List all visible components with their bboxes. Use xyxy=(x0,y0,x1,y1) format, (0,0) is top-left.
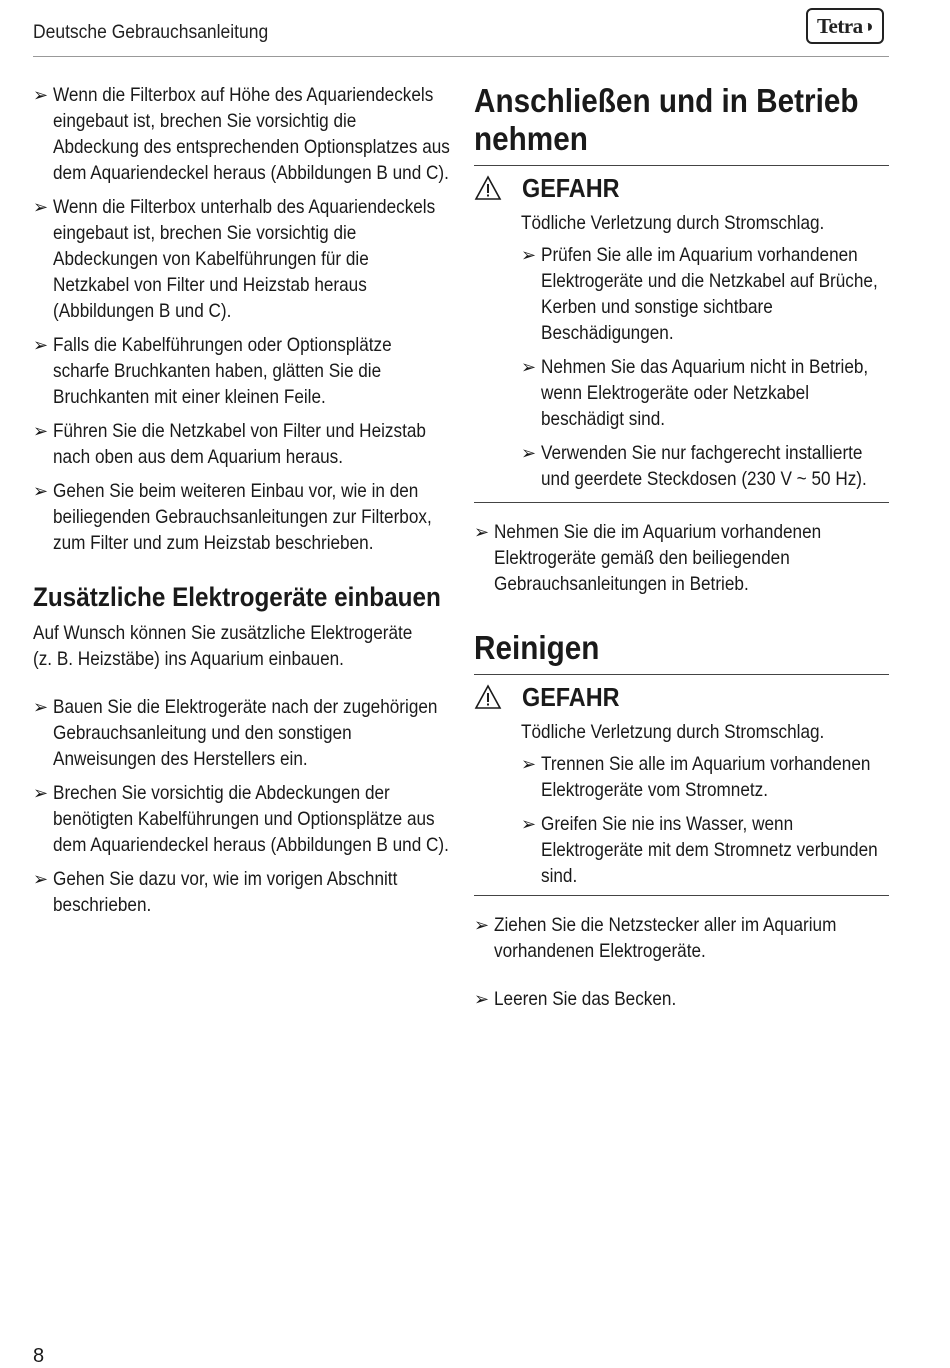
section-divider xyxy=(474,165,889,166)
list-item: ➢ Gehen Sie dazu vor, wie im vorigen Abschnitt beschrieben. xyxy=(33,868,398,916)
list-item: ➢ Ziehen Sie die Netzstecker aller im Aquarium vorhandenen Elektrogeräte. xyxy=(474,914,837,962)
arrowhead-bullet-icon: ➢ xyxy=(33,85,49,105)
danger-bottom-divider xyxy=(474,895,889,896)
list-item: ➢ Wenn die Filterbox auf Höhe des Aquariendeckels eingebaut ist, brechen Sie vorsichtig die Abdeckung des entsprechenden Optionsplatzes aus dem Aquariendeckel heraus (Abbildungen B und C). xyxy=(33,84,450,184)
arrowhead-bullet-icon: ➢ xyxy=(521,357,537,377)
arrowhead-bullet-icon: ➢ xyxy=(521,814,537,834)
list-item: ➢ Wenn die Filterbox unterhalb des Aquariendeckels eingebaut ist, brechen Sie vorsichtig die Abdeckungen von Kabelführungen für die Netzkabel von Filter und Heizstab heraus (Abbildungen B und C). xyxy=(33,196,436,322)
danger-text: Tödliche Verletzung durch Stromschlag. xyxy=(521,721,825,743)
arrowhead-bullet-icon: ➢ xyxy=(33,783,49,803)
list-item: ➢ Nehmen Sie die im Aquarium vorhandenen Elektrogeräte gemäß den beiliegenden Gebrauchsanleitungen in Betrieb. xyxy=(474,521,822,595)
list-item: ➢ Leeren Sie das Becken. xyxy=(474,988,677,1010)
arrowhead-bullet-icon: ➢ xyxy=(474,522,490,542)
arrowhead-bullet-icon: ➢ xyxy=(33,481,49,501)
danger-body xyxy=(474,210,889,492)
danger-header xyxy=(474,170,889,206)
arrowhead-bullet-icon: ➢ xyxy=(474,915,490,935)
danger-label: GEFAHR xyxy=(522,681,620,712)
danger-header xyxy=(474,679,889,715)
list-item: ➢ Greifen Sie nie ins Wasser, wenn Elektrogeräte mit dem Stromnetz verbunden sind. xyxy=(521,813,878,887)
arrowhead-bullet-icon: ➢ xyxy=(521,245,537,265)
arrowhead-bullet-icon: ➢ xyxy=(33,197,49,217)
document-header-title: Deutsche Gebrauchsanleitung xyxy=(33,22,269,43)
page-number: 8 xyxy=(33,1345,45,1367)
danger-body xyxy=(474,719,889,889)
arrowhead-bullet-icon: ➢ xyxy=(33,869,49,889)
list-item: ➢ Trennen Sie alle im Aquarium vorhandenen Elektrogeräte vom Stromnetz. xyxy=(521,753,871,801)
arrowhead-bullet-icon: ➢ xyxy=(474,989,490,1009)
list-item: ➢ Brechen Sie vorsichtig die Abdeckungen der benötigten Kabelführungen und Optionsplätze aus dem Aquariendeckel heraus (Abbildungen B und C). xyxy=(33,782,449,856)
arrowhead-bullet-icon: ➢ xyxy=(521,754,537,774)
header-divider xyxy=(33,56,889,57)
list-item: ➢ Nehmen Sie das Aquarium nicht in Betrieb, wenn Elektrogeräte oder Netzkabel beschädigt sind. xyxy=(521,356,869,430)
list-item: ➢ Falls die Kabelführungen oder Optionsplätze scharfe Bruchkanten haben, glätten Sie die Bruchkanten mit einer kleinen Feile. xyxy=(33,334,392,408)
section-heading-reinigen: Reinigen xyxy=(474,629,600,666)
right-column xyxy=(474,82,889,1012)
arrowhead-bullet-icon: ➢ xyxy=(33,421,49,441)
danger-label: GEFAHR xyxy=(522,172,620,203)
list-item: ➢ Führen Sie die Netzkabel von Filter und Heizstab nach oben aus dem Aquarium heraus. xyxy=(33,420,426,468)
list-item: ➢ Prüfen Sie alle im Aquarium vorhandenen Elektrogeräte und die Netzkabel auf Brüche, Kerben und sonstige sichtbare Beschädigungen. xyxy=(521,244,878,344)
section-intro: Auf Wunsch können Sie zusätzliche Elektrogeräte (z. B. Heizstäbe) ins Aquarium einbauen. xyxy=(33,622,413,670)
warning-triangle-icon xyxy=(474,684,502,710)
tetra-logo: Tetra ◑ xyxy=(806,8,884,44)
section-divider xyxy=(474,674,889,675)
list-item: ➢ Bauen Sie die Elektrogeräte nach der zugehörigen Gebrauchsanleitung und den sonstigen Anweisungen des Herstellers ein. xyxy=(33,696,438,770)
arrowhead-bullet-icon: ➢ xyxy=(521,443,537,463)
arrowhead-bullet-icon: ➢ xyxy=(33,697,49,717)
list-item: ➢ Gehen Sie beim weiteren Einbau vor, wie in den beiliegenden Gebrauchsanleitungen zur Filterbox, zum Filter und zum Heizstab beschrieben. xyxy=(33,480,432,554)
section-heading-anschliessen: Anschließen und in Betrieb nehmen xyxy=(474,82,859,157)
list-item: ➢ Verwenden Sie nur fachgerecht installierte und geerdete Steckdosen (230 V ~ 50 Hz). xyxy=(521,442,867,490)
danger-text: Tödliche Verletzung durch Stromschlag. xyxy=(521,212,825,234)
section-heading-zusaetzliche-elektrogeraete: Zusätzliche Elektrogeräte einbauen xyxy=(33,582,441,612)
warning-triangle-icon xyxy=(474,175,502,201)
left-column xyxy=(33,82,453,918)
danger-bottom-divider xyxy=(474,502,889,503)
arrowhead-bullet-icon: ➢ xyxy=(33,335,49,355)
